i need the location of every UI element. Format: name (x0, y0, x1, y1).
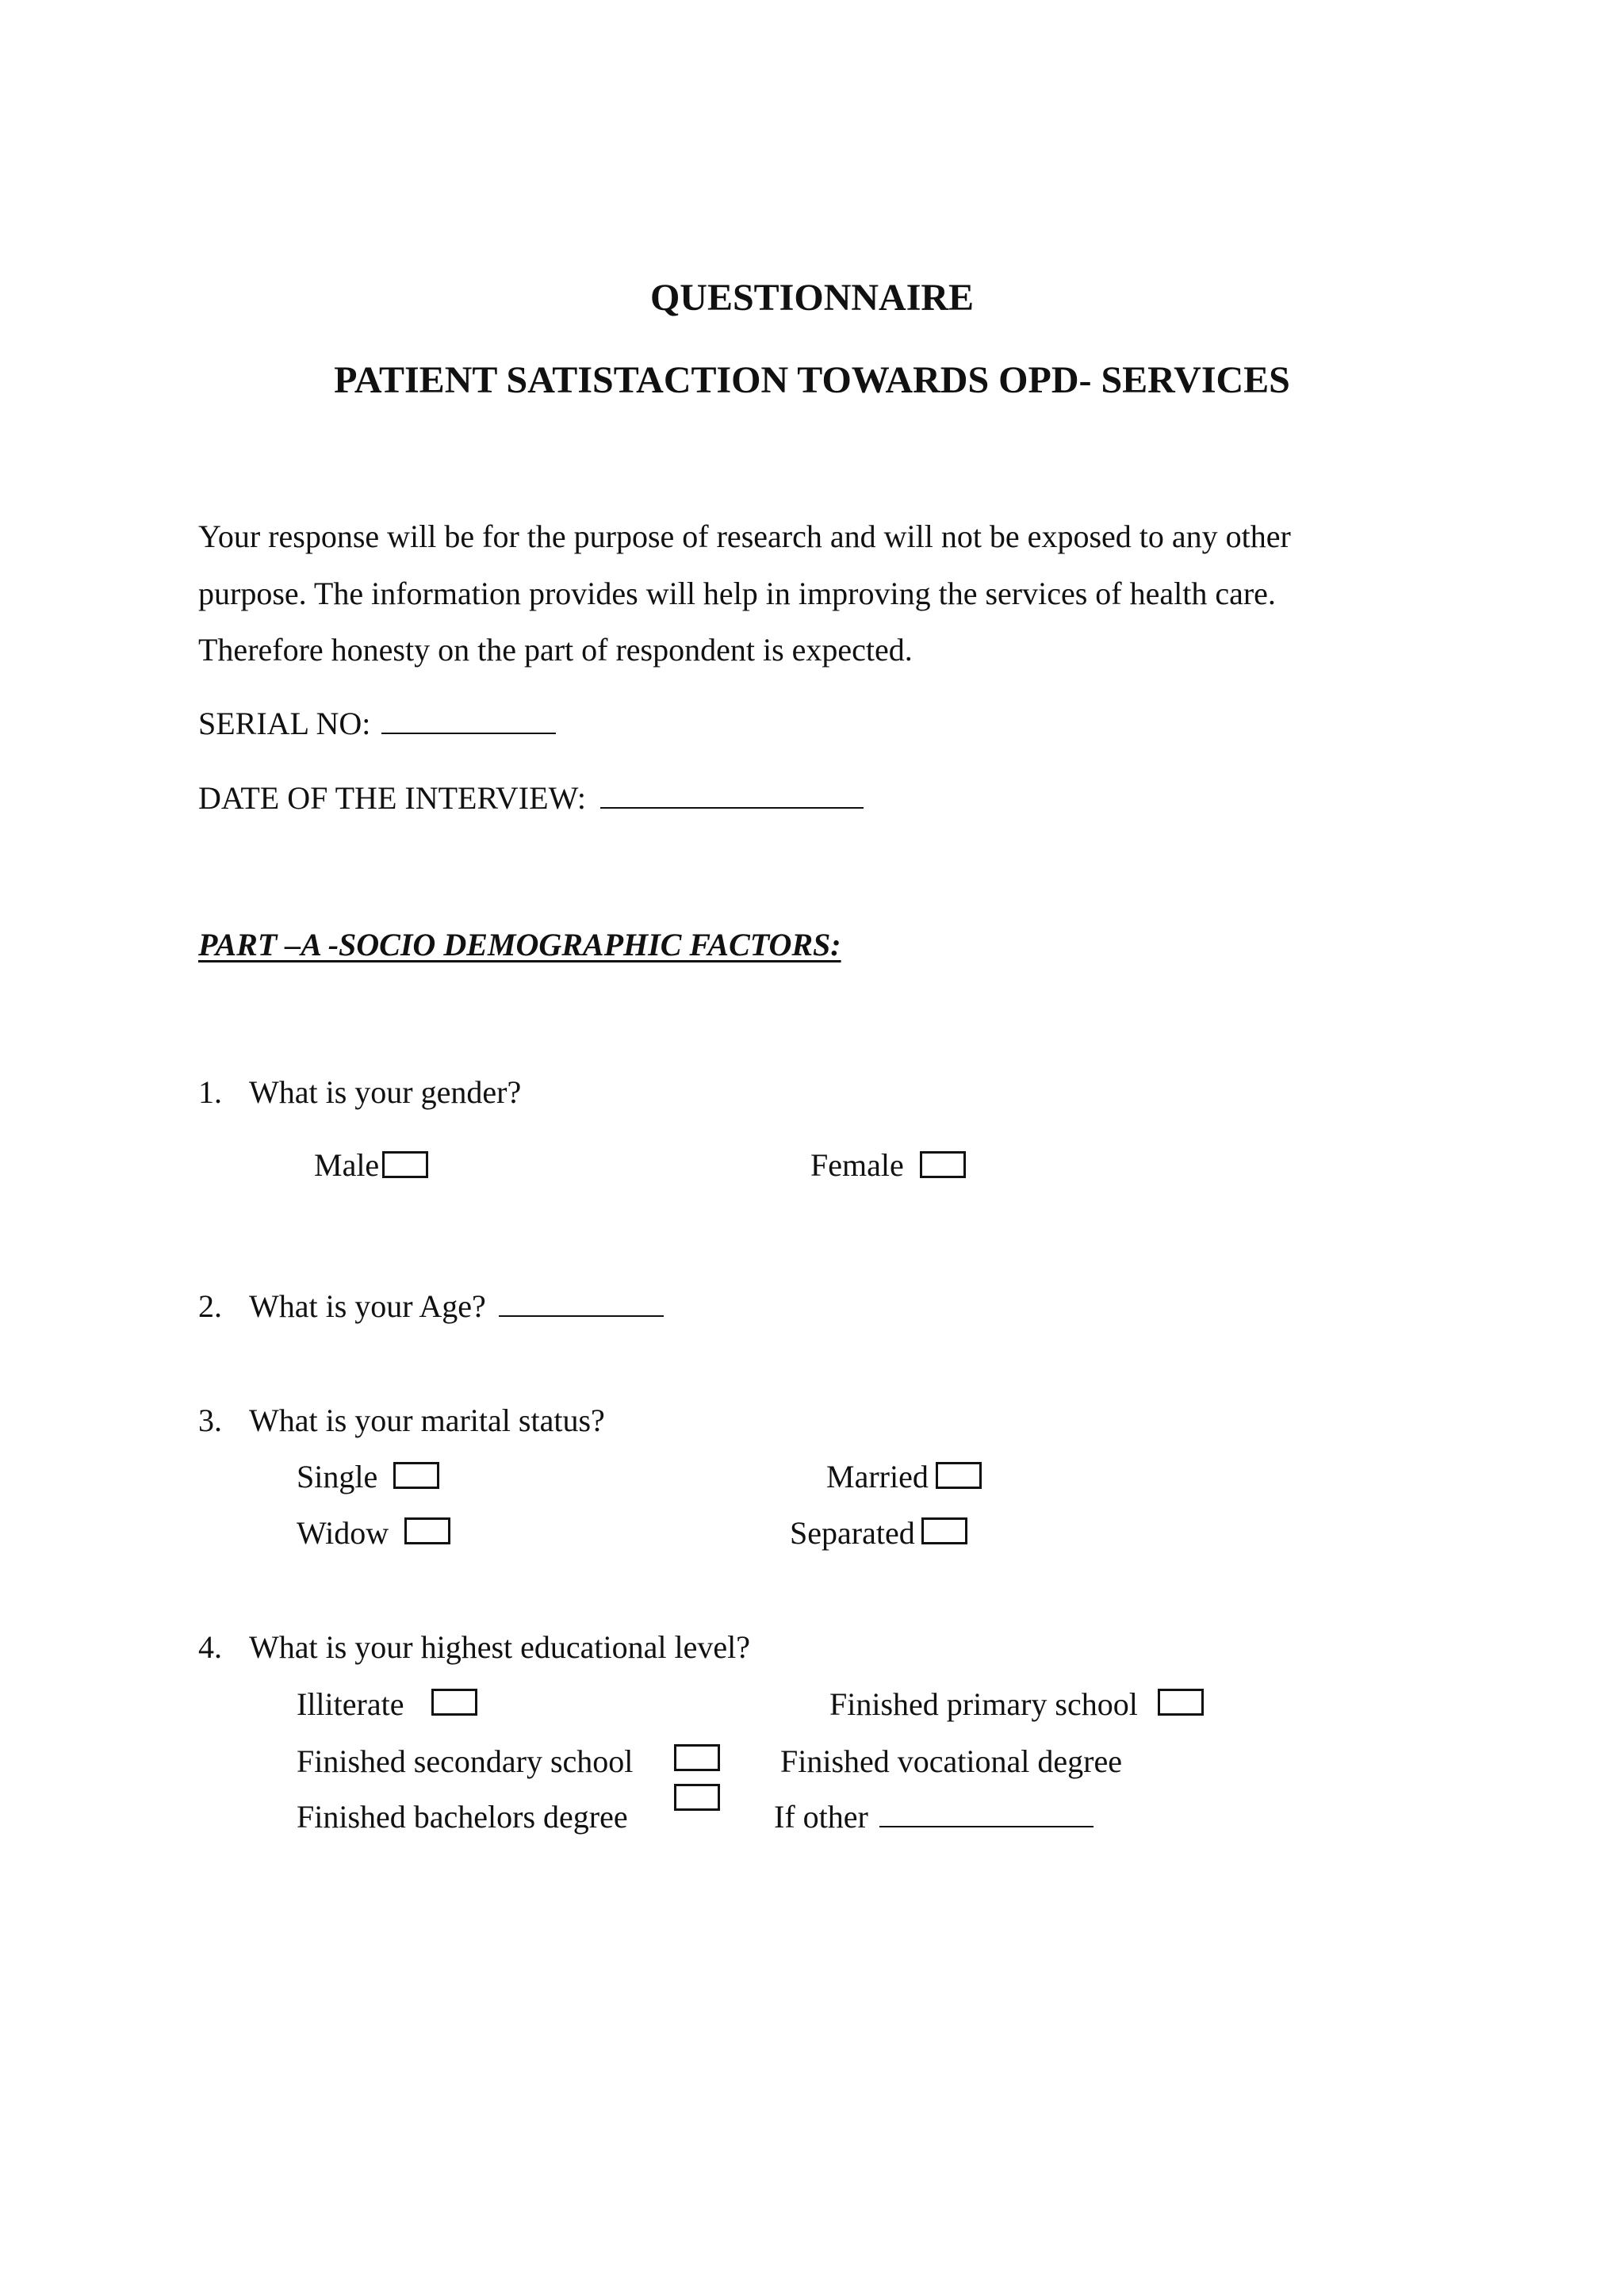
q3-option-widow-label: Widow (297, 1515, 389, 1551)
interview-date-label: DATE OF THE INTERVIEW: (198, 780, 586, 816)
q4-bachelors-checkbox[interactable] (674, 1784, 720, 1811)
section-heading-part-a: PART –A -SOCIO DEMOGRAPHIC FACTORS: (198, 927, 841, 962)
page-subtitle: PATIENT SATISTACTION TOWARDS OPD- SERVICES (334, 359, 1290, 401)
q2-number: 2. (198, 1288, 222, 1324)
serial-no-label: SERIAL NO: (198, 706, 371, 741)
q3-widow-checkbox[interactable] (404, 1517, 450, 1544)
q1-male-checkbox[interactable] (382, 1151, 428, 1178)
intro-line-3: Therefore honesty on the part of respondent is expected. (198, 632, 913, 668)
q4-option-vocational-label: Finished vocational degree (780, 1743, 1122, 1779)
interview-date-blank[interactable] (600, 806, 864, 809)
q4-other-blank[interactable] (879, 1825, 1094, 1827)
q4-option-illiterate-label: Illiterate (297, 1686, 404, 1722)
q4-text: What is your highest educational level? (249, 1629, 751, 1665)
intro-line-1: Your response will be for the purpose of research and will not be exposed to any other (198, 519, 1291, 554)
page-title: QUESTIONNAIRE (649, 277, 975, 319)
q4-option-primary-label: Finished primary school (829, 1686, 1138, 1722)
q2-text: What is your Age? (249, 1288, 486, 1324)
q1-female-checkbox[interactable] (920, 1151, 966, 1178)
q3-option-married-label: Married (826, 1459, 929, 1494)
q4-illiterate-checkbox[interactable] (431, 1689, 477, 1716)
q3-text: What is your marital status? (249, 1402, 605, 1438)
q4-number: 4. (198, 1629, 222, 1665)
serial-no-blank[interactable] (381, 732, 556, 734)
interview-date-field[interactable] (198, 780, 864, 816)
q4-option-secondary-label: Finished secondary school (297, 1743, 634, 1779)
q1-option-male-label: Male (314, 1147, 380, 1183)
q4-primary-checkbox[interactable] (1158, 1689, 1204, 1716)
q4-option-bachelors-label: Finished bachelors degree (297, 1799, 628, 1835)
q3-option-single-label: Single (297, 1459, 378, 1494)
q2-field[interactable] (249, 1288, 664, 1324)
q4-other-field[interactable] (774, 1801, 1094, 1833)
q1-option-female-label: Female (810, 1147, 904, 1183)
serial-no-field[interactable] (198, 708, 556, 740)
q4-option-other-label: If other (774, 1799, 868, 1835)
q3-number: 3. (198, 1402, 222, 1438)
q3-single-checkbox[interactable] (393, 1462, 439, 1489)
intro-line-2: purpose. The information provides will help in improving the services of health care. (198, 576, 1276, 611)
q2-age-blank[interactable] (499, 1314, 664, 1317)
q3-option-separated-label: Separated (790, 1515, 915, 1551)
q4-secondary-checkbox[interactable] (674, 1744, 720, 1771)
q1-number: 1. (198, 1074, 222, 1110)
q1-text: What is your gender? (249, 1074, 522, 1110)
q3-separated-checkbox[interactable] (921, 1517, 967, 1544)
q3-married-checkbox[interactable] (936, 1462, 982, 1489)
